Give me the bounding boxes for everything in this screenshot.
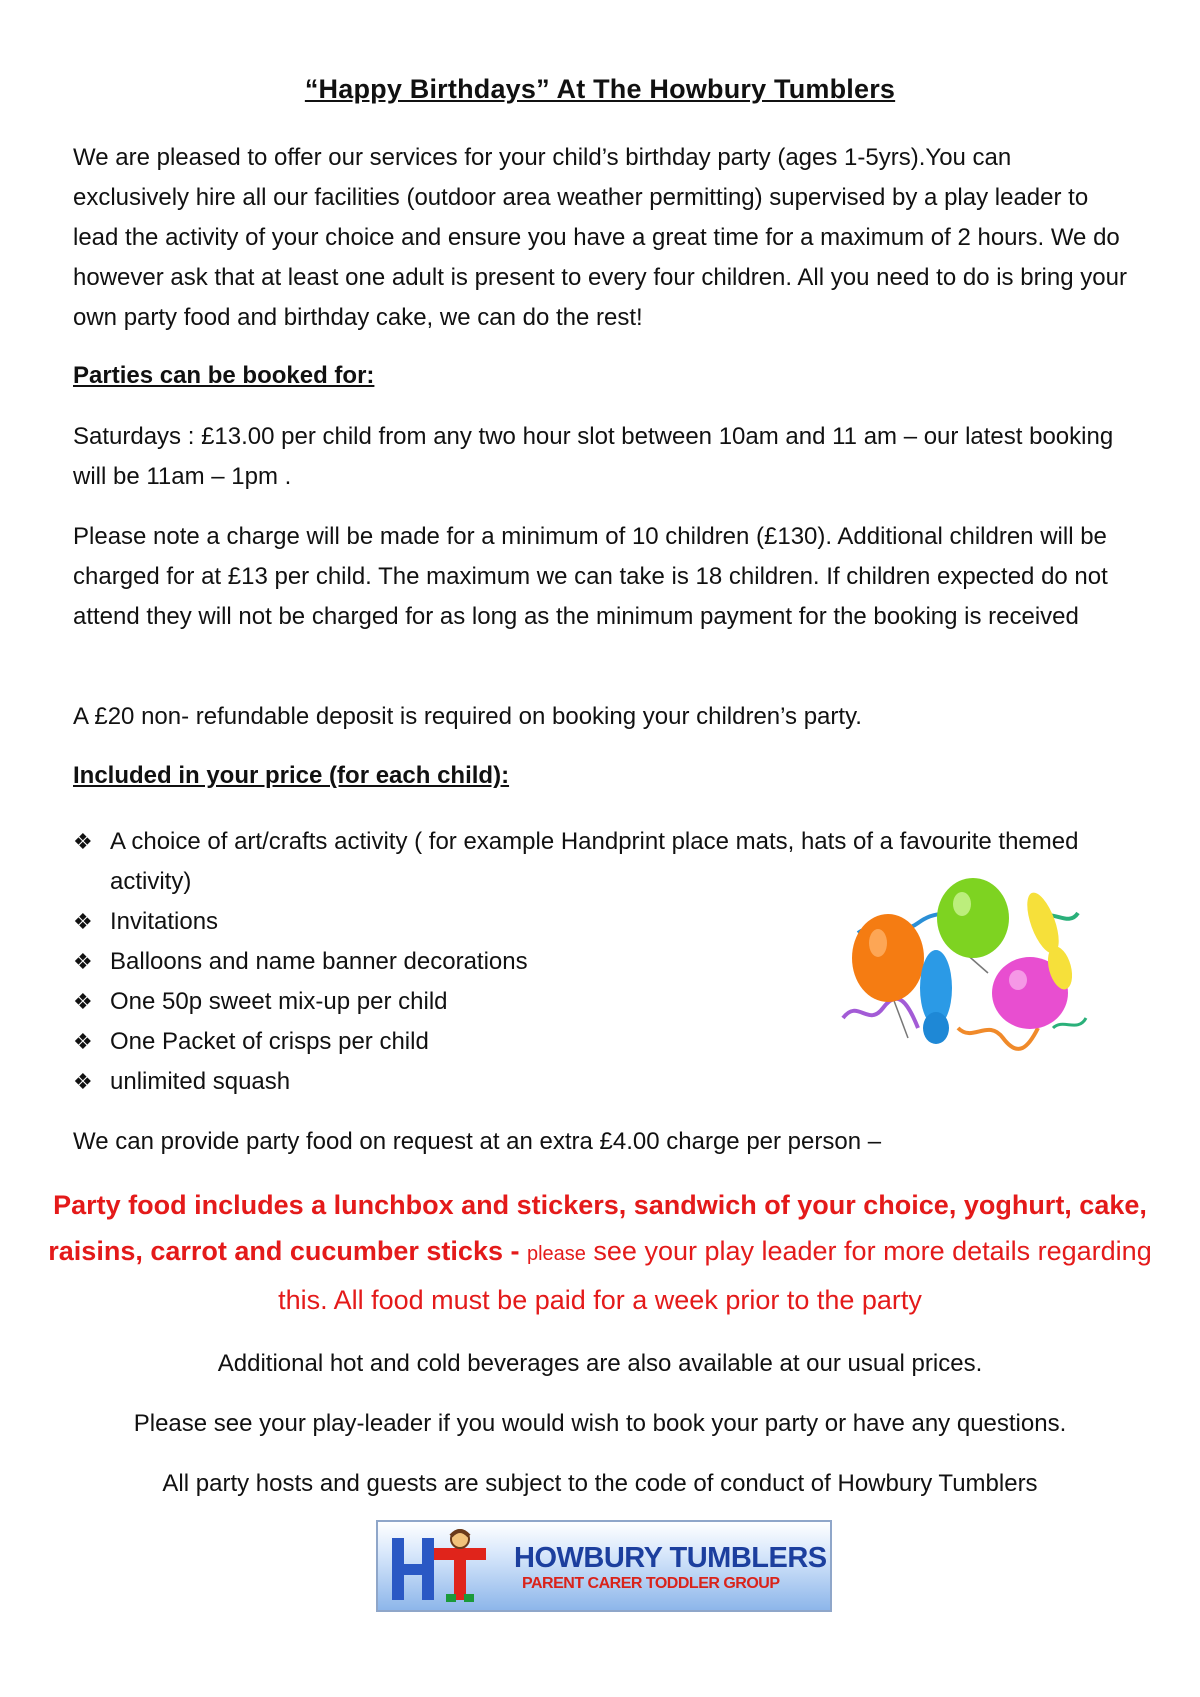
list-item	[73, 1062, 1073, 1102]
list-item-text: Invitations	[110, 908, 219, 935]
party-food-details-rest: see your play leader for more details regarding this. All food must be paid for a week prior to the party	[278, 1236, 1152, 1315]
list-item-text: Balloons and name banner decorations	[110, 948, 528, 975]
party-food-details	[40, 1182, 1160, 1323]
howbury-tumblers-logo	[376, 1520, 832, 1612]
bullet-icon: ❖	[73, 829, 93, 854]
included-heading: Included in your price (for each child):	[73, 762, 510, 789]
deposit-paragraph: A £20 non- refundable deposit is required on booking your children’s party.	[73, 703, 862, 730]
balloons-illustration	[838, 878, 1088, 1058]
logo-title: HOWBURY TUMBLERS	[514, 1542, 827, 1574]
bullet-icon: ❖	[73, 989, 93, 1014]
list-item-text: unlimited squash	[110, 1068, 291, 1095]
list-item-text: One 50p sweet mix-up per child	[110, 988, 448, 1015]
party-food-details-please: please	[526, 1243, 586, 1265]
logo-subtitle: PARENT CARER TODDLER GROUP	[522, 1575, 780, 1592]
bullet-icon: ❖	[73, 949, 93, 974]
saturdays-paragraph: Saturdays : £13.00 per child from any two hour slot between 10am and 11 am – our latest booking will be 11am – 1pm .	[73, 423, 1114, 490]
list-item-text: A choice of art/crafts activity ( for example Handprint place mats, hats of a favourite themed activity)	[110, 828, 1079, 895]
page-title: “Happy Birthdays” At The Howbury Tumblers	[304, 74, 896, 104]
charge-note-paragraph: Please note a charge will be made for a minimum of 10 children (£130). Additional children will be charged for at £13 per child. The maximum we can take is 18 children. If children expected do not attend they will not be charged for as long as the minimum payment for the booking is received	[73, 523, 1108, 630]
bullet-icon: ❖	[73, 1069, 93, 1094]
bullet-icon: ❖	[73, 1029, 93, 1054]
beverages-note: Additional hot and cold beverages are also available at our usual prices.	[217, 1350, 983, 1377]
party-food-details-bold: Party food includes a lunchbox and stickers, sandwich of your choice, yoghurt, cake, raisins, carrot and cucumber sticks -	[48, 1190, 1147, 1266]
bullet-icon: ❖	[73, 909, 93, 934]
list-item-text: One Packet of crisps per child	[110, 1028, 429, 1055]
contact-note: Please see your play-leader if you would wish to book your party or have any questions.	[133, 1410, 1067, 1437]
ht-figure-icon	[388, 1528, 498, 1606]
booking-heading: Parties can be booked for:	[73, 362, 375, 389]
party-food-offer: We can provide party food on request at an extra £4.00 charge per person –	[73, 1128, 882, 1155]
intro-paragraph: We are pleased to offer our services for your child’s birthday party (ages 1-5yrs).You can exclusively hire all our facilities (outdoor area weather permitting) supervised by a play leader to lead the activity of your choice and ensure you have a great time for a maximum of 2 hours. We do however ask that at least one adult is present to every four children. All you need to do is bring your own party food and birthday cake, we can do the rest!	[73, 144, 1127, 331]
conduct-note: All party hosts and guests are subject to the code of conduct of Howbury Tumblers	[162, 1470, 1038, 1497]
